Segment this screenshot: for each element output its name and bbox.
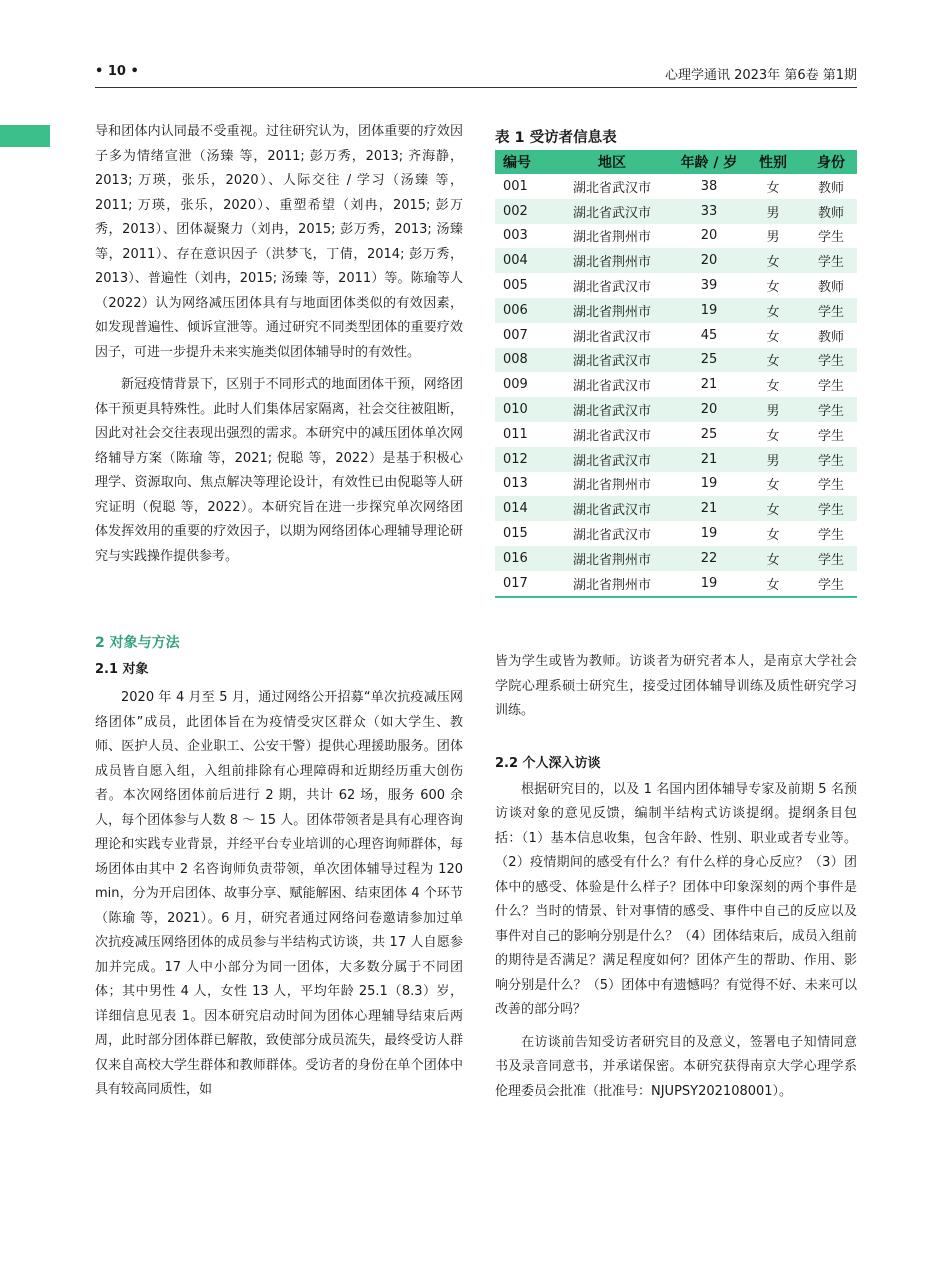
cell-identity: 学生 (805, 348, 857, 373)
cell-region: 湖北省武汉市 (547, 348, 677, 373)
table-title: 表 1 受访者信息表 (495, 130, 617, 146)
cell-identity: 学生 (805, 298, 857, 323)
cell-identity: 学生 (805, 546, 857, 571)
cell-region: 湖北省荆州市 (547, 546, 677, 571)
cell-age: 39 (700, 278, 718, 294)
cell-id: 008 (495, 348, 547, 373)
paragraph-interview-outline: 根据研究目的，以及 1 名国内团体辅导专家及前期 5 名预访谈对象的意见反馈，编制半结构式访谈提纲。提纲条目包括：（1）基本信息收集，包含年龄、性别、职业或者专业等。（2）疫情期间的感受有什么？有什么样的身心反应？（3）团体中的感受、体验是什么样子？团体中印象深刻的两个事件是什么？当时的情景、针对事情的感受、事件中自己的反应以及事件对自己的影响分别是什么？（4）团体结束后，成员入组前的期待是否满足？满足程度如何？团体产生的帮助、作用、影响分别是什么？（5）团体中有遗憾吗？有觉得不好、未来可以改善的部分吗？ (495, 781, 857, 1017)
cell-sex: 女 (766, 379, 780, 395)
cell-region: 湖北省武汉市 (547, 199, 677, 224)
cell-sex: 女 (766, 428, 780, 444)
section-tab-marker (0, 125, 50, 147)
paragraph-therapeutic-factors: 导和团体内认同最不受重视。过往研究认为，团体重要的疗效因子多为情绪宣泄（汤臻 等，2011; 彭万秀，2013; 齐海静，2013; 万瑛，张乐，2020）、人际交往 / 学习（汤臻 等，2011; 万瑛，张乐，2020）、重塑希望（刘冉，2015; 彭万秀，2013）、团体凝聚力（刘冉，2015; 彭万秀，2013; 汤臻 等，2011）、存在意识因子（洪梦飞，丁倩，2014; 彭万秀，2013）、普遍性（刘冉，2015; 汤臻 等，2011）等。陈瑜等人（2022）认为网络减压团体具有与地面团体类似的有效因素，如发现普遍性、倾诉宣泄等。通过研究不同类型团体的重要疗效因子，可进一步提升未来实施类似团体辅导时的有效性。 (95, 124, 463, 360)
cell-sex: 女 (741, 571, 805, 597)
cell-identity: 学生 (805, 571, 857, 597)
cell-region: 湖北省荆州市 (572, 478, 651, 494)
cell-id: 011 (503, 426, 528, 442)
page-header (95, 62, 857, 84)
cell-sex: 女 (741, 248, 805, 273)
cell-age: 38 (700, 178, 718, 194)
cell-id: 009 (503, 377, 528, 393)
cell-region: 湖北省武汉市 (572, 428, 651, 444)
cell-region: 湖北省荆州市 (547, 248, 677, 273)
cell-identity: 学生 (817, 379, 844, 395)
cell-identity: 教师 (805, 199, 857, 224)
cell-age: 45 (700, 327, 718, 343)
cell-sex: 女 (741, 298, 805, 323)
table-row (495, 422, 857, 447)
cell-sex: 女 (741, 546, 805, 571)
col-header-sex: 性别 (741, 150, 805, 174)
table-row (495, 273, 857, 298)
cell-sex: 男 (766, 230, 780, 246)
table-row (495, 323, 857, 348)
cell-age: 20 (677, 397, 741, 422)
subsection-heading-interview: 2.2 个人深入访谈 (495, 755, 601, 771)
section-heading-methods: 2 对象与方法 (95, 635, 180, 651)
cell-id: 002 (495, 199, 547, 224)
cell-age: 20 (700, 228, 718, 244)
cell-sex: 女 (766, 478, 780, 494)
cell-region: 湖北省武汉市 (572, 329, 651, 345)
cell-region: 湖北省武汉市 (547, 447, 677, 472)
paragraph-subjects-cont: 皆为学生或皆为教师。访谈者为研究者本人，是南京大学社会学院心理系硕士研究生，接受过团体辅导训练及质性研究学习训练。 (495, 654, 857, 718)
paragraph-covid-background: 新冠疫情背景下，区别于不同形式的地面团体干预，网络团体干预更具特殊性。此时人们集体居家隔离，社会交往被阻断，因此对社会交往表现出强烈的需求。本研究中的减压团体单次网络辅导方案（陈瑜 等，2021; 倪聪 等，2022）是基于积极心理学、资源取向、焦点解决等理论设计，有效性已由倪聪等人研究证明（倪聪 等，2022）。本研究旨在进一步探究单次网络团体发挥效用的重要的疗效因子，以期为网络团体心理辅导理论研究与实践操作提供参考。 (95, 377, 463, 564)
cell-sex: 男 (741, 397, 805, 422)
table-row (495, 472, 857, 497)
paragraph-subjects: 2020 年 4 月至 5 月，通过网络公开招募“单次抗疫减压网络团体”成员，此团体旨在为疫情受灾区群众（如大学生、教师、医护人员、企业职工、公安干警）提供心理援助服务。团体成员皆自愿入组，入组前排除有心理障碍和近期经历重大创伤者。本次网络团体前后进行 2 期，共计 62 场，服务 600 余人，每个团体参与人数 8 ～ 15 人。团体带领者是具有心理咨询理论和实践专业背景，并经平台专业培训的心理咨询师群体，每场团体由其中 2 名咨询师负责带领，单次团体辅导过程为 120 min，分为开启团体、故事分享、赋能解困、结束团体 4 个环节（陈瑜 等，2021）。6 月，研究者通过网络问卷邀请参加过单次抗疫减压网络团体的成员参与半结构式访谈，共 17 人自愿参加并完成。17 人中小部分为同一团体，大多数分属于不同团体；其中男性 4 人，女性 13 人，平均年龄 25.1（8.3）岁，详细信息见表 1。因本研究启动时间为团体心理辅导结束后两周，此时部分团体群已解散，致使部分成员流失，最终受访人群仅来自高校大学生群体和教师群体。受访者的身份在单个团体中具有较高同质性，如 (95, 690, 463, 1097)
cell-id: 006 (495, 298, 547, 323)
cell-age: 21 (677, 496, 741, 521)
col-header-region: 地区 (547, 150, 677, 174)
cell-age: 19 (677, 298, 741, 323)
cell-id: 017 (495, 571, 547, 597)
cell-sex: 女 (766, 528, 780, 544)
right-column (495, 650, 857, 1104)
cell-age: 21 (677, 447, 741, 472)
cell-sex: 女 (766, 280, 780, 296)
cell-id: 014 (495, 496, 547, 521)
cell-age: 21 (700, 377, 718, 393)
page-number: • 10 • (95, 64, 139, 79)
cell-identity: 学生 (817, 528, 844, 544)
cell-identity: 学生 (805, 496, 857, 521)
cell-age: 19 (677, 571, 741, 597)
table-row (495, 496, 857, 521)
table-row (495, 447, 857, 472)
cell-age: 33 (677, 199, 741, 224)
header-rule (95, 87, 857, 88)
cell-identity: 学生 (805, 248, 857, 273)
cell-identity: 教师 (817, 180, 844, 196)
cell-age: 22 (677, 546, 741, 571)
paragraph-ethics: 在访谈前告知受访者研究目的及意义，签署电子知情同意书及录音同意书，并承诺保密。本研究获得南京大学心理学系伦理委员会批准（批准号：NJUPSY202108001）。 (495, 1034, 857, 1099)
left-column (95, 120, 463, 569)
table-row (495, 348, 857, 373)
cell-region: 湖北省武汉市 (572, 280, 651, 296)
cell-id: 012 (495, 447, 547, 472)
cell-id: 016 (495, 546, 547, 571)
cell-identity: 学生 (817, 478, 844, 494)
cell-age: 20 (677, 248, 741, 273)
cell-region: 湖北省荆州市 (547, 571, 677, 597)
cell-age: 19 (700, 526, 718, 542)
cell-age: 19 (700, 476, 718, 492)
cell-sex: 女 (741, 348, 805, 373)
subsection-heading-subjects: 2.1 对象 (95, 662, 149, 677)
cell-region: 湖北省武汉市 (572, 379, 651, 395)
cell-identity: 学生 (805, 397, 857, 422)
table-row (495, 397, 857, 422)
col-header-identity: 身份 (805, 150, 857, 174)
cell-identity: 学生 (817, 428, 844, 444)
cell-identity: 教师 (817, 280, 844, 296)
cell-id: 015 (503, 526, 528, 542)
cell-sex: 男 (741, 447, 805, 472)
cell-age: 25 (677, 348, 741, 373)
info-table (495, 150, 857, 598)
table-row (495, 372, 857, 397)
journal-title: 心理学通讯 2023年 第6卷 第1期 (664, 68, 857, 83)
cell-sex: 女 (766, 329, 780, 345)
cell-id: 005 (503, 278, 528, 294)
participant-table (495, 126, 857, 598)
cell-region: 湖北省武汉市 (572, 528, 651, 544)
table-row (495, 521, 857, 546)
cell-region: 湖北省荆州市 (572, 230, 651, 246)
cell-region: 湖北省武汉市 (547, 496, 677, 521)
cell-id: 003 (503, 228, 528, 244)
cell-identity: 学生 (817, 230, 844, 246)
col-header-id: 编号 (495, 150, 547, 174)
cell-id: 007 (503, 327, 528, 343)
cell-id: 001 (503, 178, 528, 194)
cell-identity: 教师 (817, 329, 844, 345)
table-row (495, 571, 857, 597)
table-row (495, 298, 857, 323)
cell-id: 013 (503, 476, 528, 492)
cell-region: 湖北省武汉市 (572, 180, 651, 196)
cell-region: 湖北省荆州市 (547, 298, 677, 323)
cell-region: 湖北省武汉市 (547, 397, 677, 422)
cell-id: 010 (495, 397, 547, 422)
cell-age: 25 (700, 426, 718, 442)
table-row (495, 224, 857, 249)
cell-sex: 女 (766, 180, 780, 196)
col-header-age: 年龄 / 岁 (677, 150, 741, 174)
table-row (495, 199, 857, 224)
cell-identity: 学生 (805, 447, 857, 472)
cell-sex: 女 (741, 496, 805, 521)
left-column-methods (95, 658, 463, 1103)
table-row (495, 248, 857, 273)
cell-id: 004 (495, 248, 547, 273)
table-row (495, 174, 857, 199)
cell-sex: 男 (741, 199, 805, 224)
table-row (495, 546, 857, 571)
table-header-row (495, 150, 857, 174)
